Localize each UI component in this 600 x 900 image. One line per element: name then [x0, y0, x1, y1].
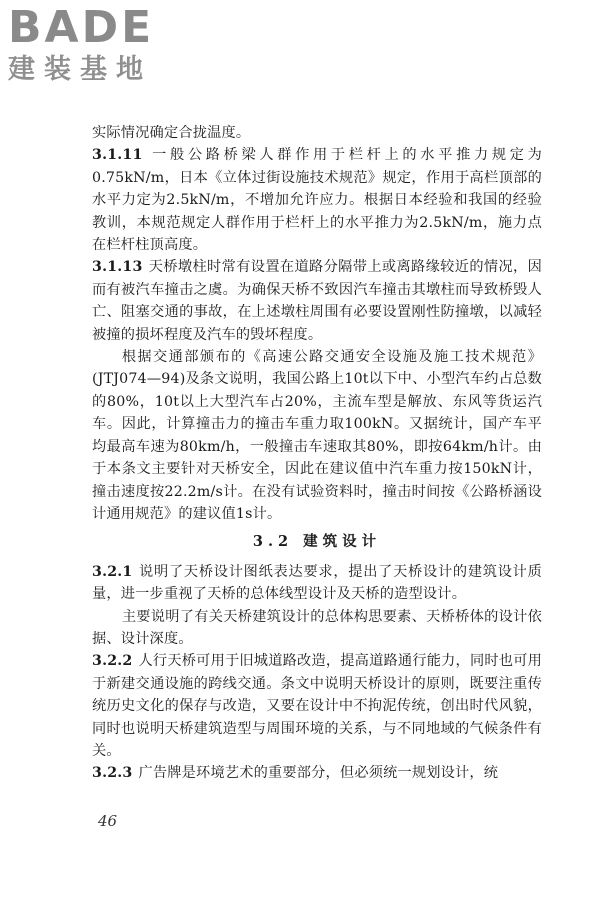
paragraph-text: 根据交通部颁布的《高速公路交通安全设施及施工技术规范》(JTJ074—94)及条文说明，我国公路上10t以下中、小型汽车约占总数的80%，10t以上大型汽车占20%，主流车型是解放、东风等货运汽车。因此，计算撞击力的撞击车重力取100kN。又据统计，国产车平均最高车速为80km/h，一般撞击车速取其80%，即按64km/h计。由于本条文主要针对天桥安全，因此在建议值中汽车重力按150kN计，撞击速度按22.2m/s计。在没有试验资料时，撞击时间按《公路桥涵设计通用规范》的建议值1s计。 — [92, 349, 542, 522]
page-number: 46 — [98, 812, 118, 830]
paragraph — [92, 561, 542, 606]
paragraph-text: 实际情况确定合拢温度。 — [92, 125, 251, 141]
paragraph — [92, 650, 542, 762]
document-body — [92, 122, 542, 785]
section-title: 3.2 建筑设计 — [252, 533, 382, 551]
paragraph-text: 人行天桥可用于旧城道路改造，提高道路通行能力，同时也可用于新建交通设施的跨线交通。条文中说明天桥设计的原则，既要注重传统历史文化的保存与改造，又要在设计中不拘泥传统，创出时代风貌，同时也说明天桥建筑造型与周围环境的关系，与不同地域的气候条件有关。 — [92, 653, 542, 759]
logo-subtitle: 建装基地 — [8, 54, 152, 85]
paragraph — [92, 346, 542, 525]
clause-number: 3.2.3 — [92, 765, 133, 782]
paragraph-text: 天桥墩柱时常有设置在道路分隔带上或离路缘较近的情况，因而有被汽车撞击之虞。为确保天桥不致因汽车撞击其墩柱而导致桥毁人亡、阻塞交通的事故，在上述墩柱周围有必要设置刚性防撞墩，以减轻被撞的损坏程度及汽车的毁坏程度。 — [92, 259, 542, 343]
paragraph — [92, 606, 542, 651]
logo-wordmark: BADE — [8, 2, 155, 53]
paragraph-text: 主要说明了有关天桥建筑设计的总体构思要素、天桥桥体的设计依据、设计深度。 — [92, 608, 542, 647]
section-3-2 — [92, 561, 542, 785]
paragraph — [92, 762, 542, 784]
clause-number: 3.1.11 — [92, 147, 143, 164]
clause-number: 3.2.2 — [92, 653, 133, 670]
paragraph-text: 广告牌是环境艺术的重要部分，但必须统一规划设计，统 — [138, 765, 499, 782]
paragraph-text: 一般公路桥梁人群作用于栏杆上的水平推力规定为0.75kN/m，日本《立体过街设施技术规范》规定，作用于高栏顶部的水平力定为2.5kN/m，不增加允许应力。根据日本经验和我国的经验教训，本规范规定人群作用于栏杆上的水平推力为2.5kN/m，施力点在栏杆柱顶高度。 — [92, 147, 542, 254]
paragraph-text: 说明了天桥设计图纸表达要求，提出了天桥设计的建筑设计质量，进一步重视了天桥的总体线型设计及天桥的造型设计。 — [92, 563, 542, 603]
paragraph — [92, 122, 542, 144]
paragraph — [92, 144, 542, 256]
clause-number: 3.1.13 — [92, 259, 143, 276]
clause-number: 3.2.1 — [92, 563, 133, 580]
bade-logo — [8, 4, 178, 86]
paragraph — [92, 256, 542, 346]
section-3-1-continued — [92, 122, 542, 525]
